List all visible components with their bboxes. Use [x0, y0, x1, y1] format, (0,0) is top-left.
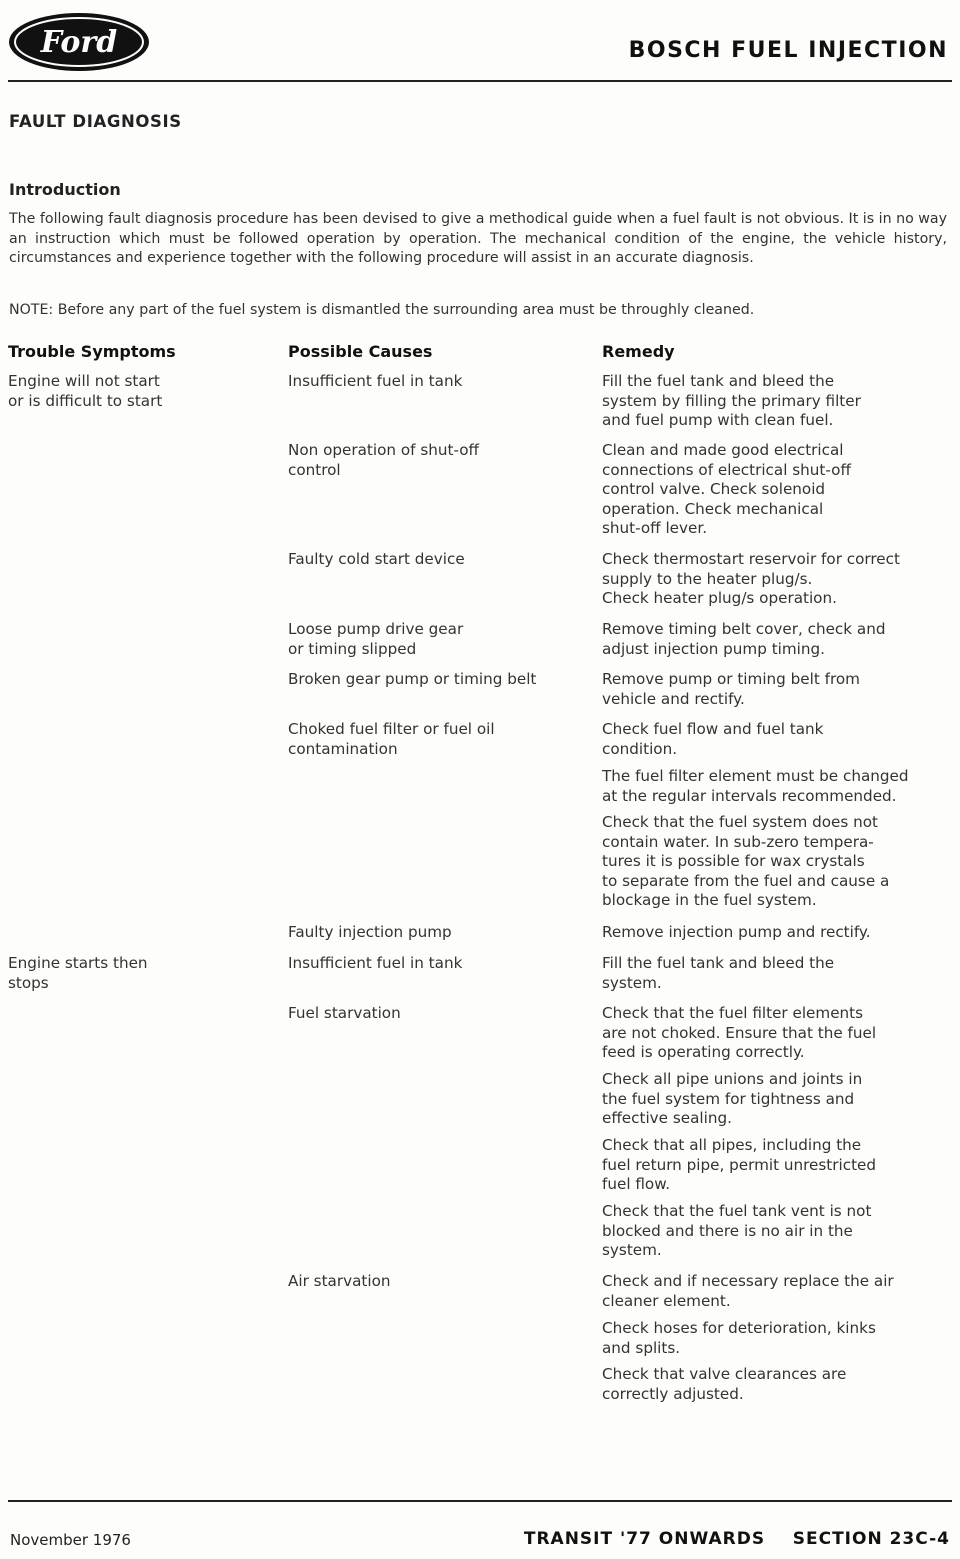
remedy-cell: Remove injection pump and rectify.: [602, 923, 871, 941]
footer-model-section: TRANSIT '77 ONWARDS SECTION 23C-4: [523, 1529, 950, 1549]
remedy-cell: Check fuel flow and fuel tank condition.: [602, 720, 824, 758]
footer-divider: [8, 1500, 952, 1502]
intro-heading: Introduction: [9, 180, 121, 199]
note-paragraph: NOTE: Before any part of the fuel system is dismantled the surrounding area must be throughly cleaned.: [9, 302, 755, 318]
remedy-cell: The fuel filter element must be changed at the regular intervals recommended.: [602, 767, 909, 805]
cause-cell: Fuel starvation: [288, 1004, 401, 1022]
remedy-cell: Remove timing belt cover, check and adjust injection pump timing.: [602, 620, 886, 658]
remedy-cell: Remove pump or timing belt from vehicle and rectify.: [602, 670, 860, 708]
footer-date: November 1976: [10, 1531, 131, 1549]
remedy-cell: Check that the fuel system does not contain water. In sub-zero tempera- tures it is possible for wax crystals to separate from the fuel and cause a blockage in the fuel system.: [602, 813, 890, 909]
section-title: BOSCH FUEL INJECTION: [628, 38, 948, 63]
remedy-cell: Check that valve clearances are correctly adjusted.: [602, 1365, 847, 1403]
page-title: FAULT DIAGNOSIS: [9, 112, 182, 131]
ford-logo-text: Ford: [40, 25, 118, 60]
cause-cell: Air starvation: [288, 1272, 391, 1290]
remedy-cell: Check that the fuel tank vent is not blocked and there is no air in the system.: [602, 1202, 872, 1259]
cause-cell: Loose pump drive gear or timing slipped: [288, 620, 464, 658]
cause-cell: Insufficient fuel in tank: [288, 372, 463, 390]
cause-cell: Faulty injection pump: [288, 923, 452, 941]
remedy-cell: Fill the fuel tank and bleed the system by filling the primary filter and fuel pump with clean fuel.: [602, 372, 861, 429]
remedy-cell: Check that the fuel filter elements are not choked. Ensure that the fuel feed is operating correctly.: [602, 1004, 877, 1061]
intro-paragraph: The following fault diagnosis procedure has been devised to give a methodical guide when a fuel fault is not obvious. It is in no way an instruction which must be followed operation by operation. The mechanical condition of the engine, the vehicle history, circumstances and experience together with the following procedure will assist in an accurate diagnosis.: [9, 211, 947, 266]
symptom-cell: Engine starts then stops: [8, 954, 148, 992]
header-divider: [8, 80, 952, 82]
header-trouble-symptoms: Trouble Symptoms: [8, 342, 176, 361]
remedy-cell: Check and if necessary replace the air cleaner element.: [602, 1272, 894, 1310]
remedy-cell: Check hoses for deterioration, kinks and splits.: [602, 1319, 876, 1357]
cause-cell: Broken gear pump or timing belt: [288, 670, 537, 688]
cause-cell: Faulty cold start device: [288, 550, 465, 568]
cause-cell: Choked fuel filter or fuel oil contamination: [288, 720, 495, 758]
cause-cell: Insufficient fuel in tank: [288, 954, 463, 972]
remedy-cell: Clean and made good electrical connections of electrical shut-off control valve. Check solenoid operation. Check mechanical shut-off lever.: [602, 441, 851, 537]
header-possible-causes: Possible Causes: [288, 342, 433, 361]
remedy-cell: Check thermostart reservoir for correct supply to the heater plug/s. Check heater plug/s operation.: [602, 550, 900, 607]
header-remedy: Remedy: [602, 342, 675, 361]
symptom-cell: Engine will not start or is difficult to start: [8, 372, 163, 410]
cause-cell: Non operation of shut-off control: [288, 441, 479, 479]
remedy-cell: Fill the fuel tank and bleed the system.: [602, 954, 835, 992]
ford-logo: [6, 10, 152, 74]
remedy-cell: Check that all pipes, including the fuel return pipe, permit unrestricted fuel flow.: [602, 1136, 877, 1193]
remedy-cell: Check all pipe unions and joints in the fuel system for tightness and effective sealing.: [602, 1070, 863, 1127]
